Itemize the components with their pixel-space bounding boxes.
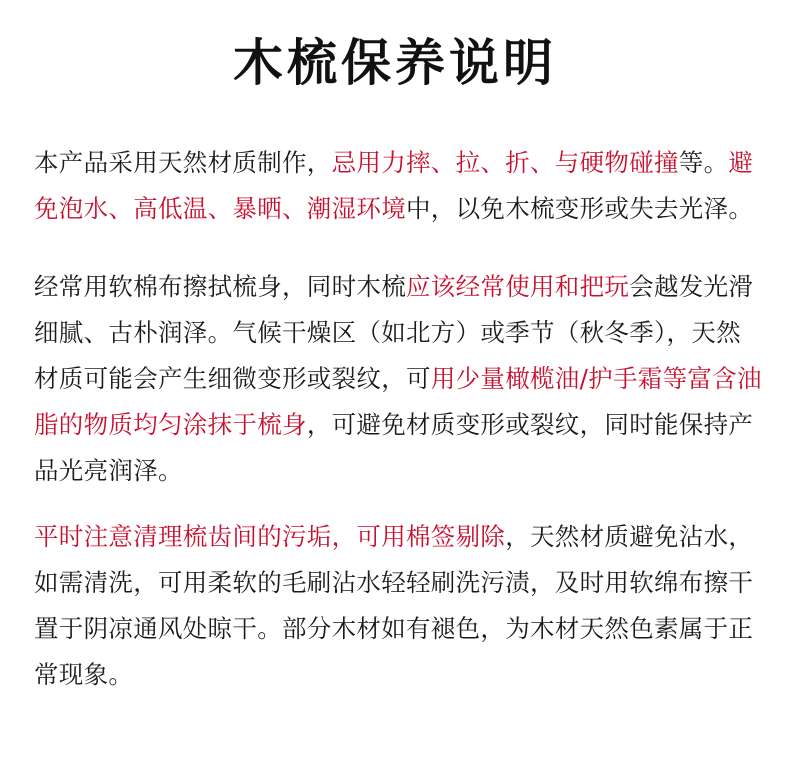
- text-segment: 本产品采用天然材质制作，: [34, 148, 332, 177]
- text-segment: 会越发光滑细腻、古朴润泽。气候干燥区（如北方）或季节（秋冬季），天然材质可能会产生细微变形或裂纹，可: [34, 272, 754, 393]
- paragraph-cleaning: [34, 514, 764, 698]
- paragraph-maintenance: [34, 264, 764, 494]
- paragraph-precautions: [34, 140, 764, 232]
- page-title: 木梳保养说明: [233, 34, 557, 92]
- text-segment: 中，以免木梳变形或失去光泽。: [406, 194, 754, 223]
- highlight-segment: 应该经常使用和把玩: [406, 272, 630, 301]
- highlight-segment: 用少量橄榄油/护手霜等富含油脂的物质均匀涂抹于梳身: [34, 364, 762, 439]
- text-segment: ，可避免材质变形或裂纹，同时能保持产品光亮润泽。: [34, 410, 754, 485]
- highlight-segment: 平时注意清理梳齿间的污垢，可用棉签剔除: [34, 522, 506, 551]
- text-segment: 经常用软棉布擦拭梳身，同时木梳: [34, 272, 406, 301]
- highlight-segment: 避免泡水、高低温、暴晒、潮湿环境: [34, 148, 754, 223]
- text-segment: ，天然材质避免沾水，如需清洗，可用柔软的毛刷沾水轻轻刷洗污渍，及时用软绵布擦干置于阴凉通风处晾干。部分木材如有褪色，为木材天然色素属于正常现象。: [34, 522, 754, 689]
- highlight-segment: 忌用力摔、拉、折、与硬物碰撞: [331, 148, 679, 177]
- text-segment: 等。: [678, 148, 729, 177]
